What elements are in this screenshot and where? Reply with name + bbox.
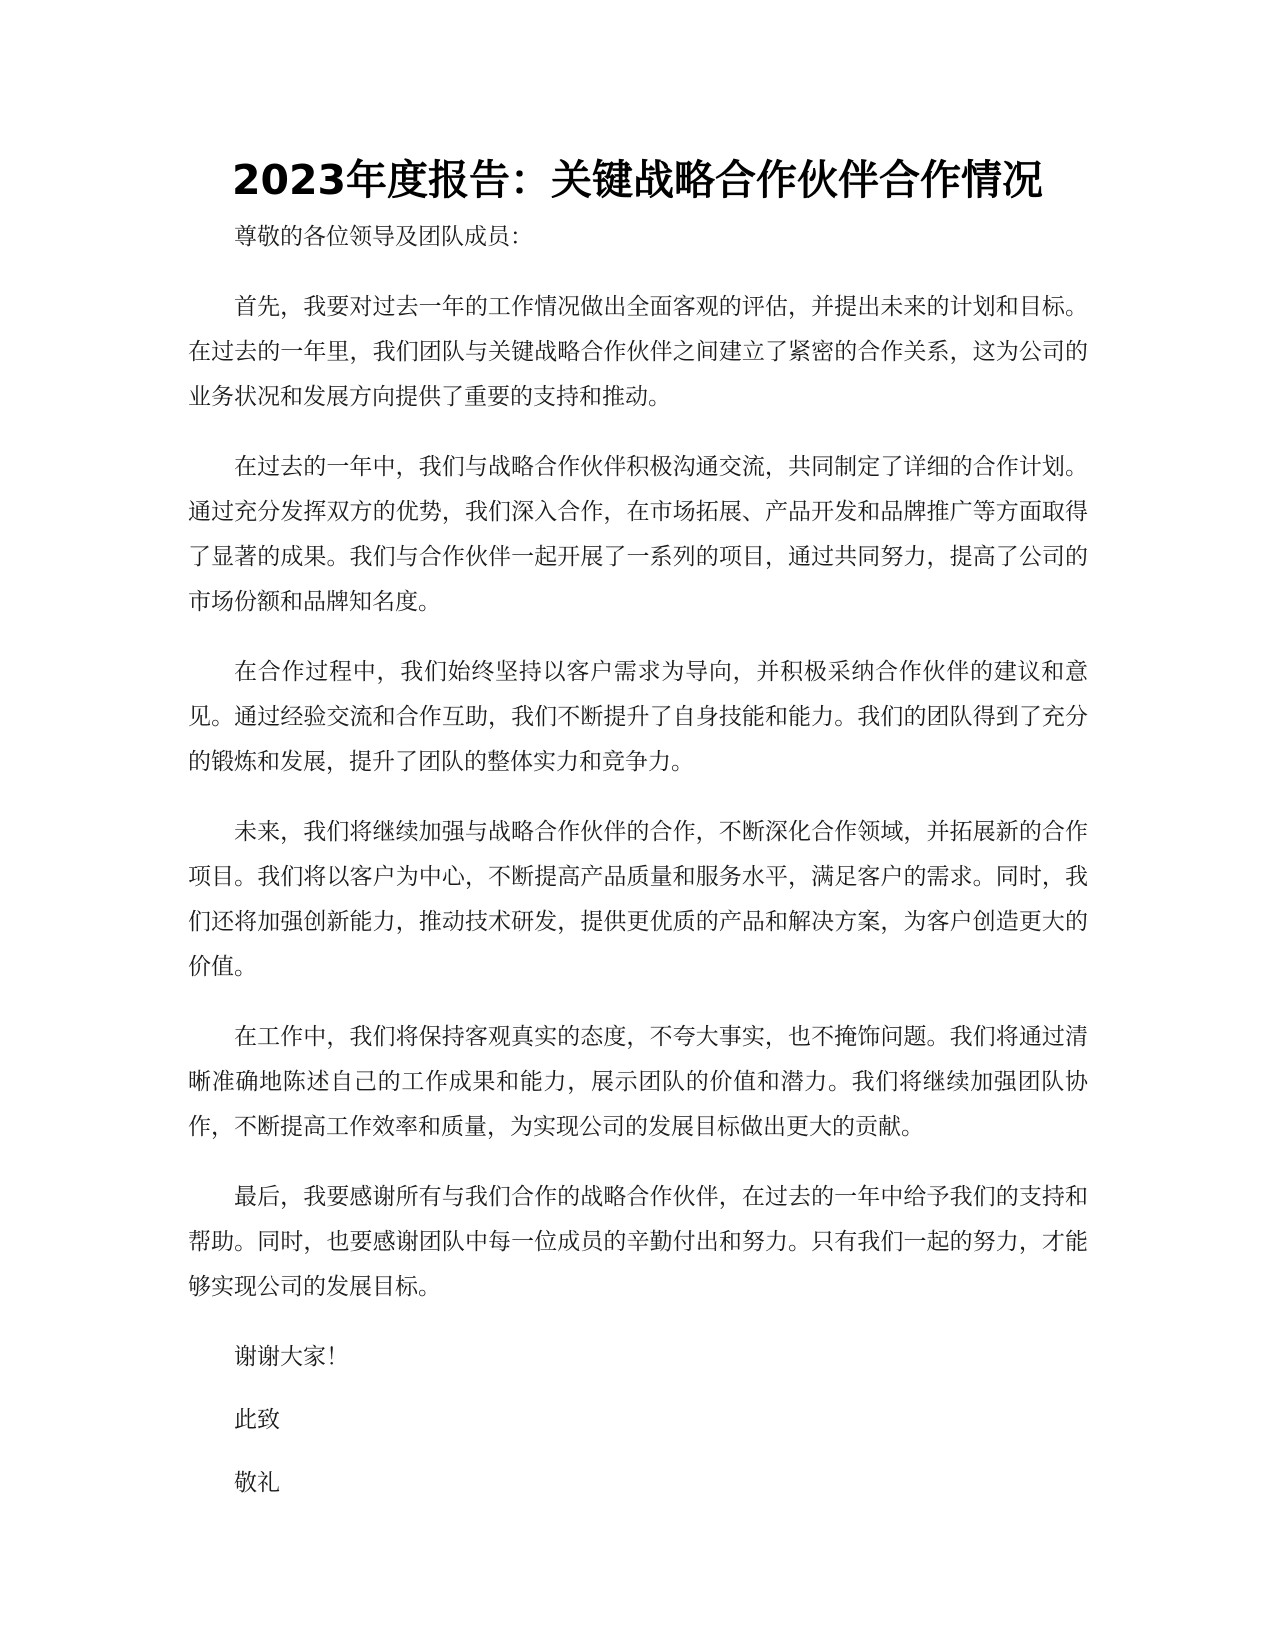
paragraph-2: 在过去的一年中，我们与战略合作伙伴积极沟通交流，共同制定了详细的合作计划。通过充分发挥双方的优势，我们深入合作，在市场拓展、产品开发和品牌推广等方面取得了显著的成果。我们与合作伙伴一起开展了一系列的项目，通过共同努力，提高了公司的市场份额和品牌知名度。 — [188, 454, 1088, 615]
paragraph-3: 在合作过程中，我们始终坚持以客户需求为导向，并积极采纳合作伙伴的建议和意见。通过经验交流和合作互助，我们不断提升了自身技能和能力。我们的团队得到了充分的锻炼和发展，提升了团队的整体实力和竞争力。 — [188, 659, 1088, 775]
closing-line-2: 敬礼 — [234, 1470, 280, 1496]
salutation: 尊敬的各位领导及团队成员： — [234, 224, 533, 250]
closing-line-1: 此致 — [234, 1407, 280, 1433]
paragraph-6: 最后，我要感谢所有与我们合作的战略合作伙伴，在过去的一年中给予我们的支持和帮助。同时，也要感谢团队中每一位成员的辛勤付出和努力。只有我们一起的努力，才能够实现公司的发展目标。 — [188, 1184, 1088, 1300]
document-title: 2023年度报告：关键战略合作伙伴合作情况 — [231, 156, 1044, 204]
paragraph-5: 在工作中，我们将保持客观真实的态度，不夸大事实，也不掩饰问题。我们将通过清晰准确地陈述自己的工作成果和能力，展示团队的价值和潜力。我们将继续加强团队协作，不断提高工作效率和质量，为实现公司的发展目标做出更大的贡献。 — [188, 1024, 1088, 1140]
document-body — [188, 215, 1088, 1524]
paragraph-1: 首先，我要对过去一年的工作情况做出全面客观的评估，并提出未来的计划和目标。在过去的一年里，我们团队与关键战略合作伙伴之间建立了紧密的合作关系，这为公司的业务状况和发展方向提供了重要的支持和推动。 — [188, 294, 1088, 410]
paragraph-4: 未来，我们将继续加强与战略合作伙伴的合作，不断深化合作领域，并拓展新的合作项目。我们将以客户为中心，不断提高产品质量和服务水平，满足客户的需求。同时，我们还将加强创新能力，推动技术研发，提供更优质的产品和解决方案，为客户创造更大的价值。 — [188, 819, 1088, 980]
thanks-line: 谢谢大家！ — [234, 1344, 349, 1370]
